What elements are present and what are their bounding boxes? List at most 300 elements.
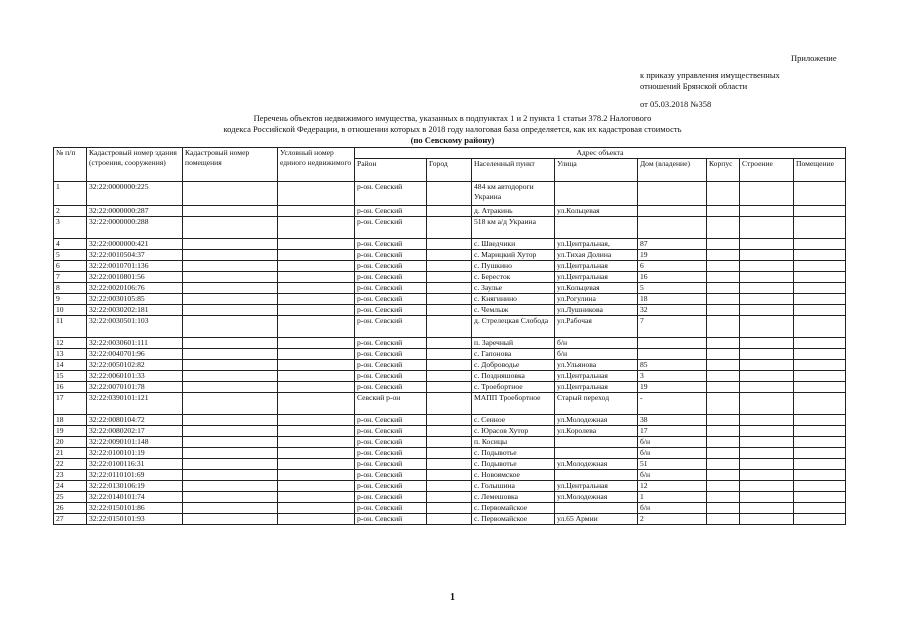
premises-cell bbox=[794, 459, 846, 470]
header-city: Город bbox=[427, 159, 472, 182]
house-cell bbox=[638, 206, 707, 217]
block-cell bbox=[707, 382, 740, 393]
locality-cell: с. Поздняшовка bbox=[472, 371, 555, 382]
city-cell bbox=[427, 481, 472, 492]
structure-cell bbox=[740, 206, 794, 217]
city-cell bbox=[427, 206, 472, 217]
conditional-number-cell bbox=[278, 261, 355, 272]
row-number-cell: 12 bbox=[54, 338, 87, 349]
block-cell bbox=[707, 206, 740, 217]
row-number-cell: 25 bbox=[54, 492, 87, 503]
room-cadastral-number-cell bbox=[183, 206, 278, 217]
locality-cell: с. Подывотье bbox=[472, 448, 555, 459]
district-cell: р-он. Севский bbox=[355, 415, 427, 426]
row-number-cell: 19 bbox=[54, 426, 87, 437]
premises-cell bbox=[794, 503, 846, 514]
locality-cell: с. Троебортное bbox=[472, 382, 555, 393]
room-cadastral-number-cell bbox=[183, 250, 278, 261]
table-row bbox=[54, 514, 846, 525]
block-cell bbox=[707, 272, 740, 283]
block-cell bbox=[707, 470, 740, 481]
row-number-cell: 24 bbox=[54, 481, 87, 492]
structure-cell bbox=[740, 503, 794, 514]
locality-cell: с. Подывотье bbox=[472, 459, 555, 470]
cadastral-number-cell: 32:22:0080202:17 bbox=[87, 426, 183, 437]
header-cadastral-building: Кадастровый номер здания (строения, сооружения) bbox=[87, 148, 183, 182]
house-cell: 5 bbox=[638, 283, 707, 294]
room-cadastral-number-cell bbox=[183, 415, 278, 426]
structure-cell bbox=[740, 182, 794, 206]
header-house: Дом (владение) bbox=[638, 159, 707, 182]
street-cell: ул.Королева bbox=[555, 426, 638, 437]
document-title-line1: Перечень объектов недвижимого имущества, указанных в подпунктах 1 и 2 пункта 1 статьи 378.2 Налогового bbox=[253, 113, 652, 123]
conditional-number-cell bbox=[278, 217, 355, 239]
city-cell bbox=[427, 338, 472, 349]
room-cadastral-number-cell bbox=[183, 492, 278, 503]
room-cadastral-number-cell bbox=[183, 459, 278, 470]
conditional-number-cell bbox=[278, 470, 355, 481]
premises-cell bbox=[794, 206, 846, 217]
locality-cell: с. Голышина bbox=[472, 481, 555, 492]
block-cell bbox=[707, 360, 740, 371]
block-cell bbox=[707, 283, 740, 294]
cadastral-number-cell: 32:22:0030601:111 bbox=[87, 338, 183, 349]
street-cell: ул.Центральная, bbox=[555, 239, 638, 250]
block-cell bbox=[707, 514, 740, 525]
row-number-cell: 14 bbox=[54, 360, 87, 371]
cadastral-number-cell: 32:22:0040701:96 bbox=[87, 349, 183, 360]
structure-cell bbox=[740, 492, 794, 503]
structure-cell bbox=[740, 426, 794, 437]
locality-cell: с. Пушкино bbox=[472, 261, 555, 272]
cadastral-number-cell: 32:22:0000000:225 bbox=[87, 182, 183, 206]
structure-cell bbox=[740, 470, 794, 481]
room-cadastral-number-cell bbox=[183, 393, 278, 415]
conditional-number-cell bbox=[278, 250, 355, 261]
street-cell: ул.Кольцевая bbox=[555, 206, 638, 217]
room-cadastral-number-cell bbox=[183, 448, 278, 459]
cadastral-number-cell: 32:22:0390101:121 bbox=[87, 393, 183, 415]
room-cadastral-number-cell bbox=[183, 481, 278, 492]
city-cell bbox=[427, 503, 472, 514]
room-cadastral-number-cell bbox=[183, 349, 278, 360]
city-cell bbox=[427, 448, 472, 459]
table-row bbox=[54, 294, 846, 305]
locality-cell: с. Чемлыж bbox=[472, 305, 555, 316]
block-cell bbox=[707, 415, 740, 426]
block-cell bbox=[707, 481, 740, 492]
locality-cell: д. Атракинь bbox=[472, 206, 555, 217]
structure-cell bbox=[740, 239, 794, 250]
street-cell bbox=[555, 448, 638, 459]
street-cell: ул.Центральная bbox=[555, 272, 638, 283]
district-cell: р-он. Севский bbox=[355, 294, 427, 305]
cadastral-number-cell: 32:22:0100116:31 bbox=[87, 459, 183, 470]
city-cell bbox=[427, 294, 472, 305]
block-cell bbox=[707, 294, 740, 305]
structure-cell bbox=[740, 382, 794, 393]
table-row bbox=[54, 206, 846, 217]
house-cell: 16 bbox=[638, 272, 707, 283]
room-cadastral-number-cell bbox=[183, 283, 278, 294]
block-cell bbox=[707, 448, 740, 459]
row-number-cell: 11 bbox=[54, 316, 87, 338]
room-cadastral-number-cell bbox=[183, 437, 278, 448]
district-cell: р-он. Севский bbox=[355, 338, 427, 349]
district-cell: р-он. Севский bbox=[355, 426, 427, 437]
city-cell bbox=[427, 316, 472, 338]
room-cadastral-number-cell bbox=[183, 305, 278, 316]
street-cell: ул.65 Армии bbox=[555, 514, 638, 525]
block-cell bbox=[707, 349, 740, 360]
house-cell: б/н bbox=[638, 437, 707, 448]
row-number-cell: 6 bbox=[54, 261, 87, 272]
house-cell bbox=[638, 349, 707, 360]
cadastral-number-cell: 32:22:0130106:19 bbox=[87, 481, 183, 492]
cadastral-number-cell: 32:22:0060101:33 bbox=[87, 371, 183, 382]
row-number-cell: 7 bbox=[54, 272, 87, 283]
block-cell bbox=[707, 492, 740, 503]
row-number-cell: 16 bbox=[54, 382, 87, 393]
locality-cell: с. Юрасов Хутор bbox=[472, 426, 555, 437]
table-row bbox=[54, 239, 846, 250]
locality-cell: с. Новоямское bbox=[472, 470, 555, 481]
table-row bbox=[54, 272, 846, 283]
conditional-number-cell bbox=[278, 338, 355, 349]
cadastral-number-cell: 32:22:0070101:78 bbox=[87, 382, 183, 393]
street-cell: б/н bbox=[555, 338, 638, 349]
city-cell bbox=[427, 459, 472, 470]
room-cadastral-number-cell bbox=[183, 426, 278, 437]
street-cell: ул.Ульянова bbox=[555, 360, 638, 371]
row-number-cell: 18 bbox=[54, 415, 87, 426]
block-cell bbox=[707, 250, 740, 261]
conditional-number-cell bbox=[278, 360, 355, 371]
conditional-number-cell bbox=[278, 382, 355, 393]
room-cadastral-number-cell bbox=[183, 272, 278, 283]
city-cell bbox=[427, 415, 472, 426]
house-cell: 87 bbox=[638, 239, 707, 250]
document-title-line2: кодекса Российской Федерации, в отношении которых в 2018 году налоговая база определяется, как их кадастровая стоимость bbox=[223, 124, 682, 134]
street-cell: ул.Молодежная bbox=[555, 459, 638, 470]
structure-cell bbox=[740, 217, 794, 239]
block-cell bbox=[707, 503, 740, 514]
conditional-number-cell bbox=[278, 283, 355, 294]
street-cell: ул.Центральная bbox=[555, 382, 638, 393]
row-number-cell: 2 bbox=[54, 206, 87, 217]
locality-cell: 518 км а/д Украина bbox=[472, 217, 555, 239]
room-cadastral-number-cell bbox=[183, 514, 278, 525]
header-premises: Помещение bbox=[794, 159, 846, 182]
district-cell: р-он. Севский bbox=[355, 492, 427, 503]
house-cell: 32 bbox=[638, 305, 707, 316]
row-number-cell: 3 bbox=[54, 217, 87, 239]
structure-cell bbox=[740, 261, 794, 272]
table-row bbox=[54, 492, 846, 503]
conditional-number-cell bbox=[278, 459, 355, 470]
city-cell bbox=[427, 272, 472, 283]
premises-cell bbox=[794, 415, 846, 426]
cadastral-number-cell: 32:22:0080104:72 bbox=[87, 415, 183, 426]
district-cell: р-он. Севский bbox=[355, 349, 427, 360]
room-cadastral-number-cell bbox=[183, 294, 278, 305]
city-cell bbox=[427, 426, 472, 437]
premises-cell bbox=[794, 316, 846, 338]
table-row bbox=[54, 261, 846, 272]
room-cadastral-number-cell bbox=[183, 217, 278, 239]
property-register-table bbox=[53, 147, 846, 525]
structure-cell bbox=[740, 283, 794, 294]
conditional-number-cell bbox=[278, 349, 355, 360]
table-row bbox=[54, 393, 846, 415]
locality-cell: с. Сенное bbox=[472, 415, 555, 426]
premises-cell bbox=[794, 261, 846, 272]
locality-cell: с. Лемешовка bbox=[472, 492, 555, 503]
block-cell bbox=[707, 338, 740, 349]
table-row bbox=[54, 338, 846, 349]
district-cell: р-он. Севский bbox=[355, 272, 427, 283]
table-row bbox=[54, 382, 846, 393]
conditional-number-cell bbox=[278, 371, 355, 382]
row-number-cell: 27 bbox=[54, 514, 87, 525]
street-cell bbox=[555, 182, 638, 206]
block-cell bbox=[707, 305, 740, 316]
district-cell: р-он. Севский bbox=[355, 316, 427, 338]
order-reference-line1: к приказу управления имущественных bbox=[640, 70, 780, 80]
house-cell: б/н bbox=[638, 448, 707, 459]
city-cell bbox=[427, 283, 472, 294]
structure-cell bbox=[740, 481, 794, 492]
district-cell: р-он. Севский bbox=[355, 437, 427, 448]
street-cell: ул.Рогулина bbox=[555, 294, 638, 305]
block-cell bbox=[707, 316, 740, 338]
appendix-label: Приложение bbox=[791, 53, 837, 63]
house-cell: 2 bbox=[638, 514, 707, 525]
structure-cell bbox=[740, 305, 794, 316]
district-cell: р-он. Севский bbox=[355, 239, 427, 250]
row-number-cell: 8 bbox=[54, 283, 87, 294]
header-street: Улица bbox=[555, 159, 638, 182]
street-cell: ул.Лушникова bbox=[555, 305, 638, 316]
city-cell bbox=[427, 261, 472, 272]
block-cell bbox=[707, 261, 740, 272]
conditional-number-cell bbox=[278, 182, 355, 206]
locality-cell: с. Доброводье bbox=[472, 360, 555, 371]
street-cell bbox=[555, 470, 638, 481]
conditional-number-cell bbox=[278, 239, 355, 250]
table-row bbox=[54, 415, 846, 426]
premises-cell bbox=[794, 426, 846, 437]
block-cell bbox=[707, 217, 740, 239]
locality-cell: с. Гапонова bbox=[472, 349, 555, 360]
row-number-cell: 5 bbox=[54, 250, 87, 261]
district-cell: р-он. Севский bbox=[355, 305, 427, 316]
house-cell: б/н bbox=[638, 503, 707, 514]
row-number-cell: 1 bbox=[54, 182, 87, 206]
structure-cell bbox=[740, 371, 794, 382]
table-row bbox=[54, 283, 846, 294]
city-cell bbox=[427, 437, 472, 448]
cadastral-number-cell: 32:22:0100101:19 bbox=[87, 448, 183, 459]
conditional-number-cell bbox=[278, 426, 355, 437]
premises-cell bbox=[794, 360, 846, 371]
city-cell bbox=[427, 250, 472, 261]
block-cell bbox=[707, 393, 740, 415]
district-cell: р-он. Севский bbox=[355, 250, 427, 261]
document-title-district bbox=[0, 135, 905, 146]
conditional-number-cell bbox=[278, 206, 355, 217]
structure-cell bbox=[740, 349, 794, 360]
locality-cell: п. Косицы bbox=[472, 437, 555, 448]
house-cell: 6 bbox=[638, 261, 707, 272]
table-row bbox=[54, 448, 846, 459]
table-row bbox=[54, 250, 846, 261]
street-cell: Старый переход bbox=[555, 393, 638, 415]
table-row bbox=[54, 426, 846, 437]
premises-cell bbox=[794, 448, 846, 459]
cadastral-number-cell: 32:22:0000000:421 bbox=[87, 239, 183, 250]
header-address: Адрес объекта bbox=[355, 148, 846, 159]
room-cadastral-number-cell bbox=[183, 360, 278, 371]
header-locality: Населенный пункт bbox=[472, 159, 555, 182]
city-cell bbox=[427, 470, 472, 481]
district-cell: р-он. Севский bbox=[355, 503, 427, 514]
table-row bbox=[54, 217, 846, 239]
conditional-number-cell bbox=[278, 272, 355, 283]
cadastral-number-cell: 32:22:0030501:103 bbox=[87, 316, 183, 338]
city-cell bbox=[427, 492, 472, 503]
district-cell: р-он. Севский bbox=[355, 371, 427, 382]
district-cell: р-он. Севский bbox=[355, 470, 427, 481]
structure-cell bbox=[740, 393, 794, 415]
table-row bbox=[54, 316, 846, 338]
house-cell: 19 bbox=[638, 250, 707, 261]
cadastral-number-cell: 32:22:0030202:181 bbox=[87, 305, 183, 316]
cadastral-number-cell: 32:22:0150101:93 bbox=[87, 514, 183, 525]
table-row bbox=[54, 349, 846, 360]
locality-cell: с. Заулье bbox=[472, 283, 555, 294]
district-cell: р-он. Севский bbox=[355, 206, 427, 217]
house-cell: - bbox=[638, 393, 707, 415]
order-reference-line2: отношений Брянской области bbox=[640, 81, 748, 91]
row-number-cell: 22 bbox=[54, 459, 87, 470]
street-cell: ул.Молодежная bbox=[555, 415, 638, 426]
premises-cell bbox=[794, 182, 846, 206]
premises-cell bbox=[794, 349, 846, 360]
conditional-number-cell bbox=[278, 294, 355, 305]
block-cell bbox=[707, 182, 740, 206]
city-cell bbox=[427, 305, 472, 316]
block-cell bbox=[707, 239, 740, 250]
room-cadastral-number-cell bbox=[183, 382, 278, 393]
street-cell: ул.Молодежная bbox=[555, 492, 638, 503]
premises-cell bbox=[794, 305, 846, 316]
structure-cell bbox=[740, 514, 794, 525]
row-number-cell: 13 bbox=[54, 349, 87, 360]
district-cell: р-он. Севский bbox=[355, 182, 427, 206]
table-row bbox=[54, 182, 846, 206]
premises-cell bbox=[794, 371, 846, 382]
district-cell: Севский р-он bbox=[355, 393, 427, 415]
city-cell bbox=[427, 217, 472, 239]
cadastral-number-cell: 32:22:0090101:148 bbox=[87, 437, 183, 448]
premises-cell bbox=[794, 272, 846, 283]
premises-cell bbox=[794, 250, 846, 261]
city-cell bbox=[427, 382, 472, 393]
cadastral-number-cell: 32:22:0030105:85 bbox=[87, 294, 183, 305]
structure-cell bbox=[740, 294, 794, 305]
row-number-cell: 17 bbox=[54, 393, 87, 415]
house-cell: 18 bbox=[638, 294, 707, 305]
house-cell: 17 bbox=[638, 426, 707, 437]
house-cell: 38 bbox=[638, 415, 707, 426]
room-cadastral-number-cell bbox=[183, 338, 278, 349]
premises-cell bbox=[794, 217, 846, 239]
district-cell: р-он. Севский bbox=[355, 261, 427, 272]
structure-cell bbox=[740, 360, 794, 371]
row-number-cell: 15 bbox=[54, 371, 87, 382]
table-row bbox=[54, 371, 846, 382]
house-cell: б/н bbox=[638, 470, 707, 481]
premises-cell bbox=[794, 514, 846, 525]
locality-cell: д. Стрелецкая Слобода bbox=[472, 316, 555, 338]
table-body bbox=[54, 182, 846, 525]
premises-cell bbox=[794, 239, 846, 250]
district-cell: р-он. Севский bbox=[355, 514, 427, 525]
locality-cell: с. Первомайское bbox=[472, 514, 555, 525]
cadastral-number-cell: 32:22:0140101:74 bbox=[87, 492, 183, 503]
cadastral-number-cell: 32:22:0110101:69 bbox=[87, 470, 183, 481]
cadastral-number-cell: 32:22:0000000:287 bbox=[87, 206, 183, 217]
conditional-number-cell bbox=[278, 415, 355, 426]
district-subtitle: (по Севскому району) bbox=[410, 135, 495, 145]
conditional-number-cell bbox=[278, 316, 355, 338]
table-row bbox=[54, 360, 846, 371]
conditional-number-cell bbox=[278, 503, 355, 514]
table-row bbox=[54, 481, 846, 492]
premises-cell bbox=[794, 283, 846, 294]
table-row bbox=[54, 503, 846, 514]
city-cell bbox=[427, 182, 472, 206]
row-number-cell: 20 bbox=[54, 437, 87, 448]
house-cell: 7 bbox=[638, 316, 707, 338]
district-cell: р-он. Севский bbox=[355, 283, 427, 294]
house-cell: 12 bbox=[638, 481, 707, 492]
cadastral-number-cell: 32:22:0050102:82 bbox=[87, 360, 183, 371]
row-number-cell: 26 bbox=[54, 503, 87, 514]
locality-cell: с. Шведчики bbox=[472, 239, 555, 250]
structure-cell bbox=[740, 316, 794, 338]
street-cell bbox=[555, 503, 638, 514]
district-cell: р-он. Севский bbox=[355, 217, 427, 239]
cadastral-number-cell: 32:22:0010701:136 bbox=[87, 261, 183, 272]
room-cadastral-number-cell bbox=[183, 261, 278, 272]
room-cadastral-number-cell bbox=[183, 503, 278, 514]
structure-cell bbox=[740, 272, 794, 283]
table-header bbox=[54, 148, 846, 182]
conditional-number-cell bbox=[278, 514, 355, 525]
premises-cell bbox=[794, 470, 846, 481]
locality-cell: с. Марицкий Хутор bbox=[472, 250, 555, 261]
city-cell bbox=[427, 239, 472, 250]
order-date: от 05.03.2018 №358 bbox=[640, 99, 712, 109]
row-number-cell: 10 bbox=[54, 305, 87, 316]
cadastral-number-cell: 32:22:0150101:86 bbox=[87, 503, 183, 514]
house-cell: 1 bbox=[638, 492, 707, 503]
structure-cell bbox=[740, 415, 794, 426]
conditional-number-cell bbox=[278, 437, 355, 448]
premises-cell bbox=[794, 294, 846, 305]
